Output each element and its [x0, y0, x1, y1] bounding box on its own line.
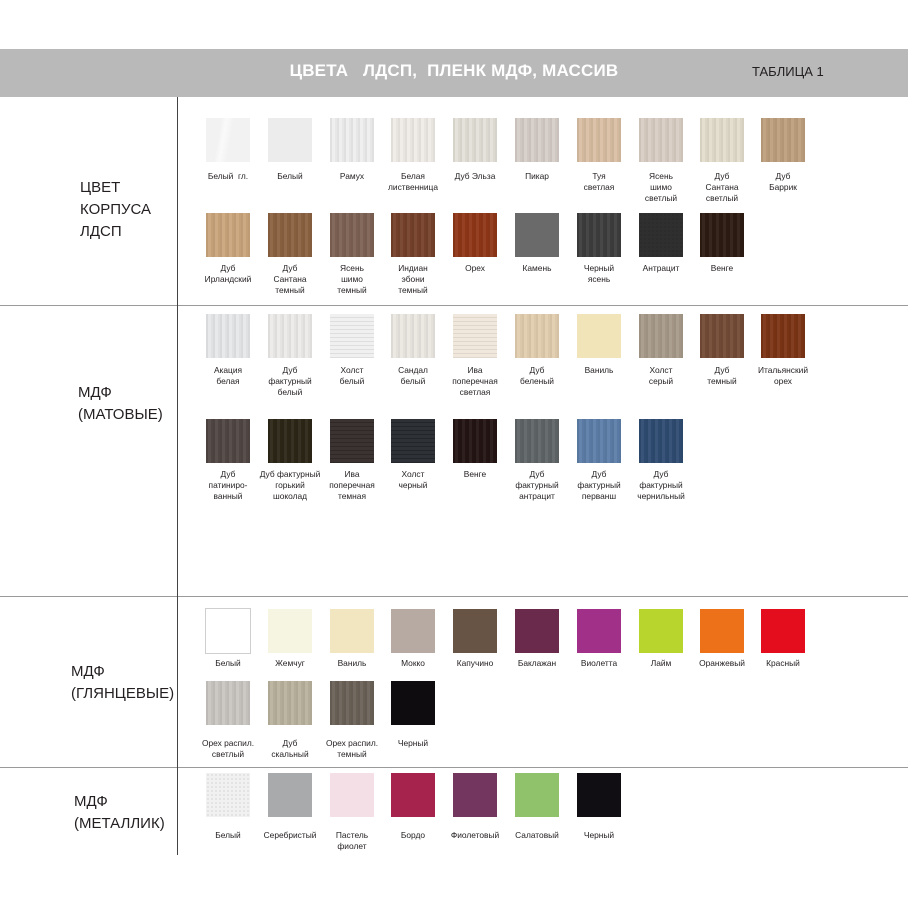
color-swatch [453, 118, 497, 162]
swatch-label: Пикар [525, 171, 549, 181]
swatch-label: Белый [215, 830, 241, 840]
color-swatch [391, 213, 435, 257]
swatch-label: Дуб фактурный горький шоколад [259, 469, 321, 501]
swatch-label: Белый гл. [207, 171, 249, 181]
swatch-label: Ива поперечная светлая [452, 365, 498, 397]
color-swatch [268, 609, 312, 653]
color-swatch [577, 118, 621, 162]
color-swatch [639, 314, 683, 358]
color-swatch [700, 118, 744, 162]
color-swatch [330, 773, 374, 817]
color-swatch [515, 419, 559, 463]
color-swatch [761, 609, 805, 653]
swatch-label: Дуб фактурный белый [268, 365, 312, 397]
section-label-korpus: ЦВЕТ КОРПУСА ЛДСП [80, 179, 152, 240]
color-swatch [515, 213, 559, 257]
color-swatch [761, 314, 805, 358]
color-swatch [391, 609, 435, 653]
section-label-gloss: МДФ (ГЛЯНЦЕВЫЕ) [71, 663, 175, 702]
swatch-label: Индиан эбони темный [398, 263, 428, 295]
color-swatch [577, 773, 621, 817]
color-swatch [206, 314, 250, 358]
swatch-label: Дуб Сантана темный [273, 263, 307, 295]
color-swatch [268, 681, 312, 725]
swatch-label: Дуб Ирландский [204, 263, 252, 284]
section-divider [0, 767, 908, 768]
section-label-metallic: МДФ (МЕТАЛЛИК) [74, 793, 165, 832]
swatch-label: Сандал белый [398, 365, 428, 386]
swatch-label: Баклажан [517, 658, 557, 668]
swatch-label: Акация белая [213, 365, 243, 386]
section-divider [0, 596, 908, 597]
swatch-label: Серебристый [263, 830, 317, 840]
color-swatch [639, 419, 683, 463]
swatch-label: Холст белый [339, 365, 365, 386]
color-swatch [330, 213, 374, 257]
swatch-label: Черный [583, 830, 615, 840]
swatch-label: Мокко [401, 658, 425, 668]
swatch-label: Венге [463, 469, 487, 479]
swatch-label: Антрацит [642, 263, 680, 273]
swatch-label: Холст черный [398, 469, 428, 490]
color-swatch [391, 419, 435, 463]
swatch-label: Ива поперечная темная [329, 469, 375, 501]
swatch-label: Дуб фактурный перванш [577, 469, 621, 501]
swatch-label: Лайм [650, 658, 672, 668]
color-swatch [453, 213, 497, 257]
swatch-label: Жемчуг [275, 658, 305, 668]
swatch-label: Венге [710, 263, 734, 273]
color-swatch [330, 419, 374, 463]
color-swatch [453, 773, 497, 817]
color-swatch [268, 118, 312, 162]
column-divider [177, 596, 178, 767]
table-number: ТАБЛИЦА 1 [752, 64, 824, 79]
swatch-label: Дуб Сантана светлый [705, 171, 739, 203]
color-swatch [577, 609, 621, 653]
swatch-label: Дуб темный [707, 365, 737, 386]
swatch-label: Орех распил. темный [325, 738, 379, 759]
swatch-label: Белая лиственница [388, 171, 438, 192]
swatch-label: Камень [522, 263, 552, 273]
swatch-label: Орех [465, 263, 485, 273]
swatch-label: Холст серый [648, 365, 674, 386]
swatch-label: Ваниль [584, 365, 614, 375]
color-swatch [268, 314, 312, 358]
swatch-label: Орех распил. светлый [201, 738, 255, 759]
color-swatch [700, 213, 744, 257]
section-divider [0, 305, 908, 306]
section-label-matte: МДФ (МАТОВЫЕ) [78, 384, 163, 423]
color-swatch [453, 419, 497, 463]
swatch-label: Ясень шимо темный [337, 263, 367, 295]
color-swatch [330, 609, 374, 653]
color-swatch [515, 609, 559, 653]
color-swatch [268, 419, 312, 463]
swatch-label: Белый [215, 658, 241, 668]
color-swatch [700, 314, 744, 358]
swatch-label: Дуб фактурный чернильный [637, 469, 685, 501]
swatch-label: Черный [397, 738, 429, 748]
color-swatch [206, 773, 250, 817]
color-swatch [577, 314, 621, 358]
color-swatch [515, 773, 559, 817]
swatch-label: Итальянский орех [757, 365, 809, 386]
swatch-label: Черный ясень [583, 263, 615, 284]
swatch-label: Дуб Эльза [454, 171, 496, 181]
color-swatch [391, 314, 435, 358]
color-swatch [577, 213, 621, 257]
swatch-label: Дуб Баррик [769, 171, 797, 192]
color-swatch [268, 773, 312, 817]
color-swatch [515, 118, 559, 162]
color-swatch [639, 118, 683, 162]
color-swatch [206, 419, 250, 463]
color-swatch [206, 609, 250, 653]
color-swatch [330, 314, 374, 358]
swatch-label: Дуб патиниро- ванный [208, 469, 248, 501]
swatch-label: Виолетта [580, 658, 618, 668]
swatch-label: Дуб скальный [271, 738, 309, 759]
swatch-label: Белый [277, 171, 303, 181]
swatch-label: Дуб фактурный антрацит [515, 469, 559, 501]
table-header [0, 49, 908, 97]
column-divider [177, 97, 178, 305]
swatch-label: Фиолетовый [450, 830, 500, 840]
column-divider [177, 305, 178, 596]
color-swatch [515, 314, 559, 358]
color-swatch [330, 681, 374, 725]
table-title: ЦВЕТА ЛДСП, ПЛЕНК МДФ, МАССИВ [289, 61, 619, 80]
color-swatch [453, 609, 497, 653]
swatch-label: Рамух [339, 171, 365, 181]
column-divider [177, 767, 178, 855]
color-swatch [206, 681, 250, 725]
color-swatch [206, 213, 250, 257]
color-swatch [330, 118, 374, 162]
swatch-label: Красный [766, 658, 800, 668]
color-swatch [639, 213, 683, 257]
swatch-label: Бордо [400, 830, 426, 840]
swatch-label: Капучино [456, 658, 494, 668]
swatch-label: Салатовый [515, 830, 559, 840]
swatch-label: Оранжевый [699, 658, 745, 668]
color-swatch [206, 118, 250, 162]
color-swatch [391, 773, 435, 817]
swatch-label: Дуб беленый [520, 365, 554, 386]
swatch-label: Ясень шимо светлый [644, 171, 678, 203]
color-swatch [453, 314, 497, 358]
color-swatch [391, 681, 435, 725]
color-swatch [577, 419, 621, 463]
color-swatch [700, 609, 744, 653]
color-swatch [391, 118, 435, 162]
swatch-label: Пастель фиолет [335, 830, 369, 851]
color-swatch [761, 118, 805, 162]
swatch-label: Ваниль [337, 658, 367, 668]
color-swatch [268, 213, 312, 257]
color-swatch [639, 609, 683, 653]
swatch-label: Туя светлая [583, 171, 615, 192]
